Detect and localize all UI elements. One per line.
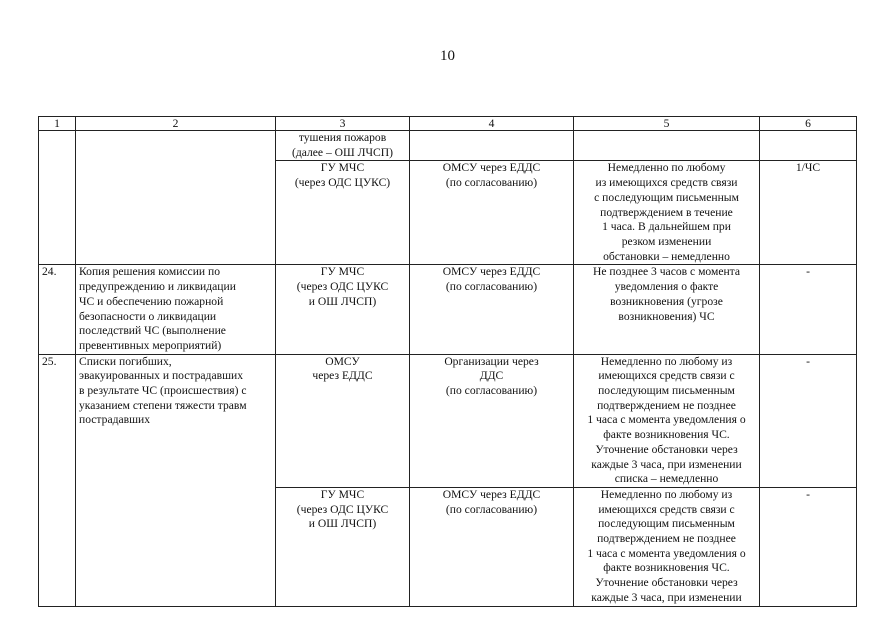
cell-receiver: ОМСУ через ЕДДС (по согласованию) — [410, 265, 574, 354]
cell-receiver — [410, 131, 574, 161]
cell-document — [76, 131, 276, 265]
column-header-3: 3 — [276, 117, 410, 131]
cell-document: Списки погибших, эвакуированных и пострадавших в результате ЧС (происшествия) с указанием степени тяжести травм пострадавших — [76, 354, 276, 606]
cell-code — [760, 131, 857, 161]
cell-deadline: Немедленно по любому из имеющихся средств связи с последующим письменным подтверждением не позднее 1 часа с момента уведомления о факте возникновения ЧС. Уточнение обстановки через каждые 3 часа, при изменении — [574, 487, 760, 606]
cell-number: 25. — [39, 354, 76, 606]
cell-number: 24. — [39, 265, 76, 354]
cell-code: - — [760, 354, 857, 487]
cell-number — [39, 131, 76, 265]
cell-code: 1/ЧС — [760, 161, 857, 265]
cell-code: - — [760, 265, 857, 354]
cell-deadline — [574, 131, 760, 161]
cell-sender: тушения пожаров (далее – ОШ ЛЧСП) — [276, 131, 410, 161]
table-header-row — [39, 117, 857, 131]
cell-deadline: Немедленно по любому из имеющихся средств связи с последующим письменным подтверждением в течение 1 часа. В дальнейшем при резком изменении обстановки – немедленно — [574, 161, 760, 265]
cell-sender: ГУ МЧС (через ОДС ЦУКС) — [276, 161, 410, 265]
cell-sender: ОМСУ через ЕДДС — [276, 354, 410, 487]
cell-receiver: ОМСУ через ЕДДС (по согласованию) — [410, 487, 574, 606]
cell-code: - — [760, 487, 857, 606]
cell-sender: ГУ МЧС (через ОДС ЦУКС и ОШ ЛЧСП) — [276, 487, 410, 606]
cell-document: Копия решения комиссии по предупреждению и ликвидации ЧС и обеспечению пожарной безопасности о ликвидации последствий ЧС (выполнение превентивных мероприятий) — [76, 265, 276, 354]
column-header-1: 1 — [39, 117, 76, 131]
cell-receiver: Организации через ДДС (по согласованию) — [410, 354, 574, 487]
column-header-2: 2 — [76, 117, 276, 131]
table-row — [39, 354, 857, 487]
table-row — [39, 265, 857, 354]
cell-deadline: Немедленно по любому из имеющихся средств связи с последующим письменным подтверждением не позднее 1 часа с момента уведомления о факте возникновения ЧС. Уточнение обстановки через каждые 3 часа, при изменении списка – немедленно — [574, 354, 760, 487]
column-header-4: 4 — [410, 117, 574, 131]
cell-deadline: Не позднее 3 часов с момента уведомления о факте возникновения (угрозе возникновения) ЧС — [574, 265, 760, 354]
column-header-5: 5 — [574, 117, 760, 131]
cell-sender: ГУ МЧС (через ОДС ЦУКС и ОШ ЛЧСП) — [276, 265, 410, 354]
page-number: 10 — [440, 48, 455, 64]
cell-receiver: ОМСУ через ЕДДС (по согласованию) — [410, 161, 574, 265]
document-table — [38, 116, 857, 607]
column-header-6: 6 — [760, 117, 857, 131]
table-row — [39, 131, 857, 161]
